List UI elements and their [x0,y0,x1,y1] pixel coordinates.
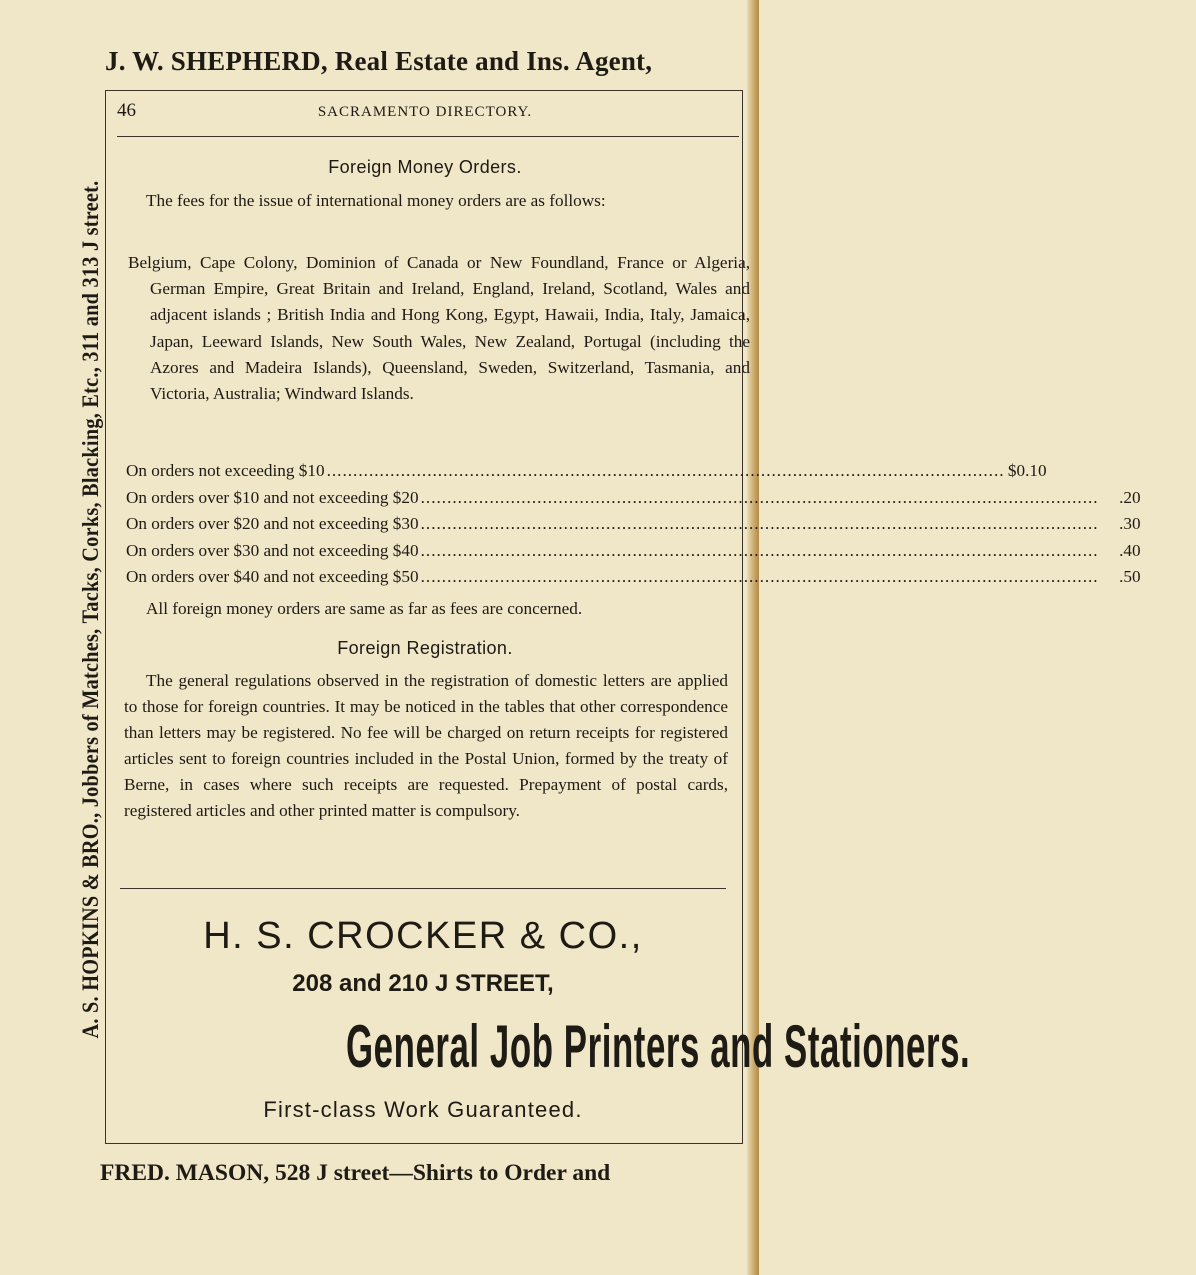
fee-row-label: On orders over $40 and not exceeding $50 [126,567,419,587]
fee-row [126,514,1141,541]
fee-row-label: On orders over $30 and not exceeding $40 [126,540,419,560]
money-orders-intro: The fees for the issue of international money orders are as follows: [146,191,606,210]
advertiser-trade-text: General Job Printers and Stationers. [346,1013,971,1080]
fee-row-label: On orders not exceeding $10 [126,461,325,480]
fee-row-label: On orders over $10 and not exceeding $20 [126,487,419,507]
fee-row [126,540,1141,568]
dot-leader [421,541,1099,561]
advertiser-tagline: First-class Work Guaranteed. [263,1097,583,1122]
dot-leader [327,461,1005,481]
fee-table [126,461,1141,594]
fee-row [126,487,1141,515]
fee-row-value: .30 [1119,514,1141,534]
advertiser-address: 208 and 210 J STREET, [292,970,554,997]
bottom-advertisement: FRED. MASON, 528 J street—Shirts to Order and [100,1160,611,1186]
fee-row-value: .50 [1119,567,1141,587]
money-orders-note: All foreign money orders are same as far as fees are concerned. [146,599,583,618]
advertisement-rule [120,888,726,889]
fee-row-value: .40 [1119,540,1141,560]
money-orders-heading: Foreign Money Orders. [328,157,522,177]
fee-row-label: On orders over $20 and not exceeding $30 [126,514,419,534]
advertiser-trade [120,1003,971,1091]
fee-row-value: .20 [1119,487,1141,507]
dot-leader [421,567,1099,587]
running-title: SACRAMENTO DIRECTORY. [317,104,533,120]
header-rule [117,136,739,137]
dot-leader [421,488,1099,508]
side-advertisement [78,70,104,1150]
side-advertisement-text: A. S. HOPKINS & BRO., Jobbers of Matches, Tacks, Corks, Blacking, Etc., 311 and 313 J street. [78,181,103,1039]
country-list: Belgium, Cape Colony, Dominion of Canada or New Foundland, France or Algeria, German Empire, Great Britain and Ireland, England, Ireland, Scotland, Wales and adjacent islands ; British India and Hong Kong, Egypt, Hawaii, India, Italy, Jamaica, Japan, Leeward Islands, New South Wales, New Zealand, Portugal (including the Azores and Madeira Islands), Queensland, Sweden, Switzerland, Tasmania, and Victoria, Australia; Windward Islands. [128,253,750,404]
advertiser-name: H. S. CROCKER & CO., [203,915,643,957]
top-advertisement: J. W. SHEPHERD, Real Estate and Ins. Agent, [105,46,653,76]
registration-body: The general regulations observed in the registration of domestic letters are applied to those for foreign countries. It may be noticed in the tables that other correspondence than letters may be registered. No fee will be charged on return receipts for registered articles sent to foreign countries included in the Postal Union, formed by the treaty of Berne, in cases where such receipts are requested. Prepayment of postal cards, registered articles and other printed matter is compulsory. [124,671,728,821]
dot-leader [421,514,1099,534]
registration-heading: Foreign Registration. [337,638,513,658]
page-number: 46 [117,100,136,121]
fee-row [126,567,1141,594]
fee-row [126,461,1047,488]
fee-row-value: $0.10 [1007,461,1047,480]
